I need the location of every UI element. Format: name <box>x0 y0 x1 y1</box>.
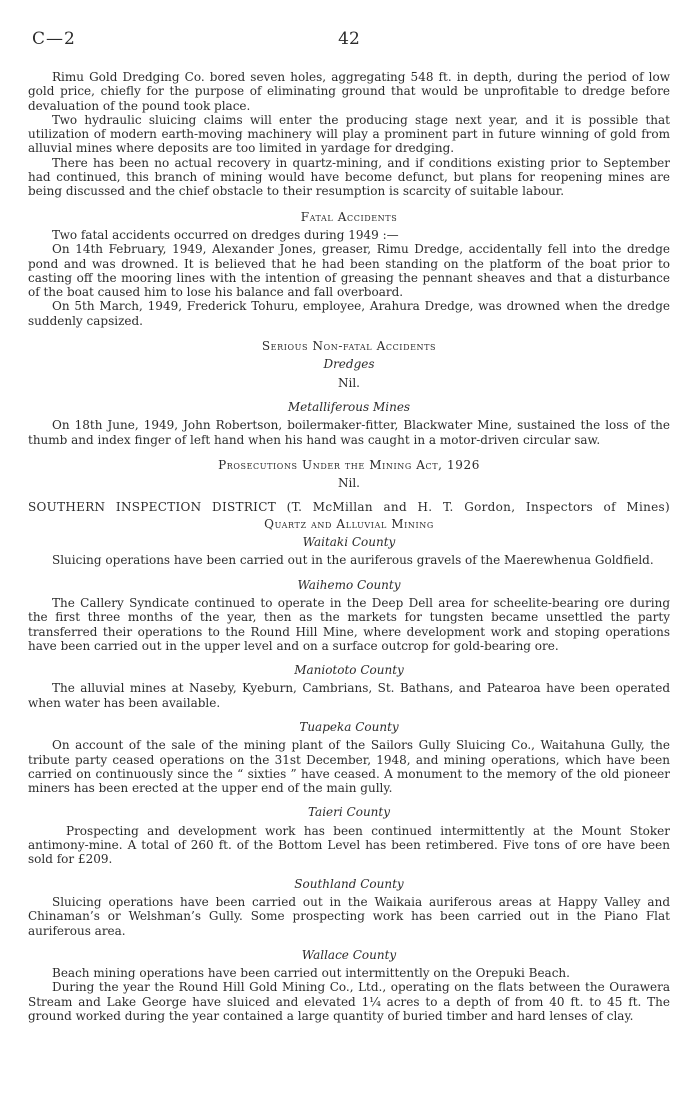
paragraph-fatal-jones: On 14th February, 1949, Alexander Jones, greaser, Rimu Dredge, accidentally fell into the dredge pond and was drowned. It is believed that he had been standing on the platform of the boat prior to casting off the mooring lines with the intention of greasing the pennant sheaves and that a disturbance of the boat caused him to lose his balance and fall overboard. <box>28 242 670 300</box>
paragraph-fatal-tohuru: On 5th March, 1949, Frederick Tohuru, employee, Arahura Dredge, was drowned when the dredge suddenly capsized. <box>28 299 670 328</box>
subheading-tuapeka: Tuapeka County <box>299 719 399 734</box>
nil-dredges: Nil. <box>338 375 360 390</box>
paragraph-waitaki: Sluicing operations have been carried out in the auriferous gravels of the Maerewhenua Goldfield. <box>52 553 654 568</box>
subheading-metalliferous: Metalliferous Mines <box>287 399 411 414</box>
page-header <box>28 29 670 56</box>
paragraph-hydraulic-sluicing: Two hydraulic sluicing claims will enter the producing stage next year, and it is possible that utilization of modern earth-moving machinery will play a prominent part in future winning of gold from alluvial mines where deposits are too limited in yardage for dredging. <box>28 112 670 156</box>
paragraph-taieri: Prospecting and development work has been continued intermittently at the Mount Stoker antimony-mine. A total of 260 ft. of the Bottom Level has been retimbered. Five tons of ore have been sold for £209. <box>28 823 670 867</box>
paragraph-quartz-mining: There has been no actual recovery in quartz-mining, and if conditions existing prior to September had continued, this branch of mining would have become defunct, but plans for reopening mines are being discussed and the chief obstacle to their resumption is scarcity of suitable labour. <box>28 155 670 199</box>
heading-southern-district: SOUTHERN INSPECTION DISTRICT (T. McMillan and H. T. Gordon, Inspectors of Mines) <box>28 500 670 515</box>
subheading-waitaki: Waitaki County <box>302 535 396 550</box>
subheading-maniototo: Maniototo County <box>294 663 404 678</box>
paragraph-southland: Sluicing operations have been carried out in the Waikaia auriferous areas at Happy Valley and Chinaman’s or Welshman’s Gully. Some prospecting work has been carried out in the Piano Flat auriferous area. <box>28 894 670 938</box>
subheading-dredges: Dredges <box>323 357 375 372</box>
subheading-southland: Southland County <box>294 876 404 891</box>
paragraph-tuapeka: On account of the sale of the mining plant of the Sailors Gully Sluicing Co., Waitahuna Gully, the tribute party ceased operations on the 31st December, 1948, and mining operations, which have been carried on continuously since the “ sixties ” have ceased. A monument to the memory of the old pioneer miners has been erected at the upper end of the main gully. <box>28 738 670 796</box>
paragraph-rimu-boring: Rimu Gold Dredging Co. bored seven holes, aggregating 548 ft. in depth, during the period of low gold price, chiefly for the purpose of eliminating ground that would be unprofitable to dredge before devaluation of the pound took place. <box>28 70 670 113</box>
heading-fatal-accidents: Fatal Accidents <box>300 209 398 224</box>
paragraph-robertson: On 18th June, 1949, John Robertson, boilermaker-fitter, Blackwater Mine, sustained the loss of the thumb and index finger of left hand when his hand was caught in a motor-driven circular saw. <box>28 418 670 447</box>
paragraph-wallace-round-hill: During the year the Round Hill Gold Mining Co., Ltd., operating on the flats between the Ourawera Stream and Lake George have sluiced and elevated 1¼ acres to a depth of from 40 ft. to 45 ft. The ground worked during the year contained a large quantity of buried timber and hard lenses of clay. <box>28 980 670 1024</box>
subheading-taieri: Taieri County <box>307 805 391 820</box>
subheading-waihemo: Waihemo County <box>297 577 401 592</box>
heading-prosecutions: Prosecutions Under the Mining Act, 1926 <box>218 457 480 472</box>
paragraph-waihemo: The Callery Syndicate continued to operate in the Deep Dell area for scheelite-bearing ore during the first three months of the year, then as the markets for tungsten became unsettled the party transferred their operations to the Round Hill Mine, where development work and stoping operations have been carried out in the upper level and on a surface outcrop for gold-bearing ore. <box>28 595 670 653</box>
page-number: 42 <box>338 29 360 49</box>
paragraph-wallace-beach: Beach mining operations have been carried out intermittently on the Orepuki Beach. <box>52 966 570 981</box>
heading-serious-non-fatal: Serious Non-fatal Accidents <box>261 339 437 354</box>
nil-prosecutions: Nil. <box>338 476 360 491</box>
subheading-wallace: Wallace County <box>301 947 397 962</box>
paragraph-fatal-intro: Two fatal accidents occurred on dredges during 1949 :— <box>52 227 399 242</box>
heading-quartz-alluvial: Quartz and Alluvial Mining <box>264 516 434 531</box>
document-reference: C—2 <box>32 29 76 49</box>
paragraph-maniototo: The alluvial mines at Naseby, Kyeburn, Cambrians, St. Bathans, and Patearoa have been operated when water has been available. <box>28 681 670 710</box>
